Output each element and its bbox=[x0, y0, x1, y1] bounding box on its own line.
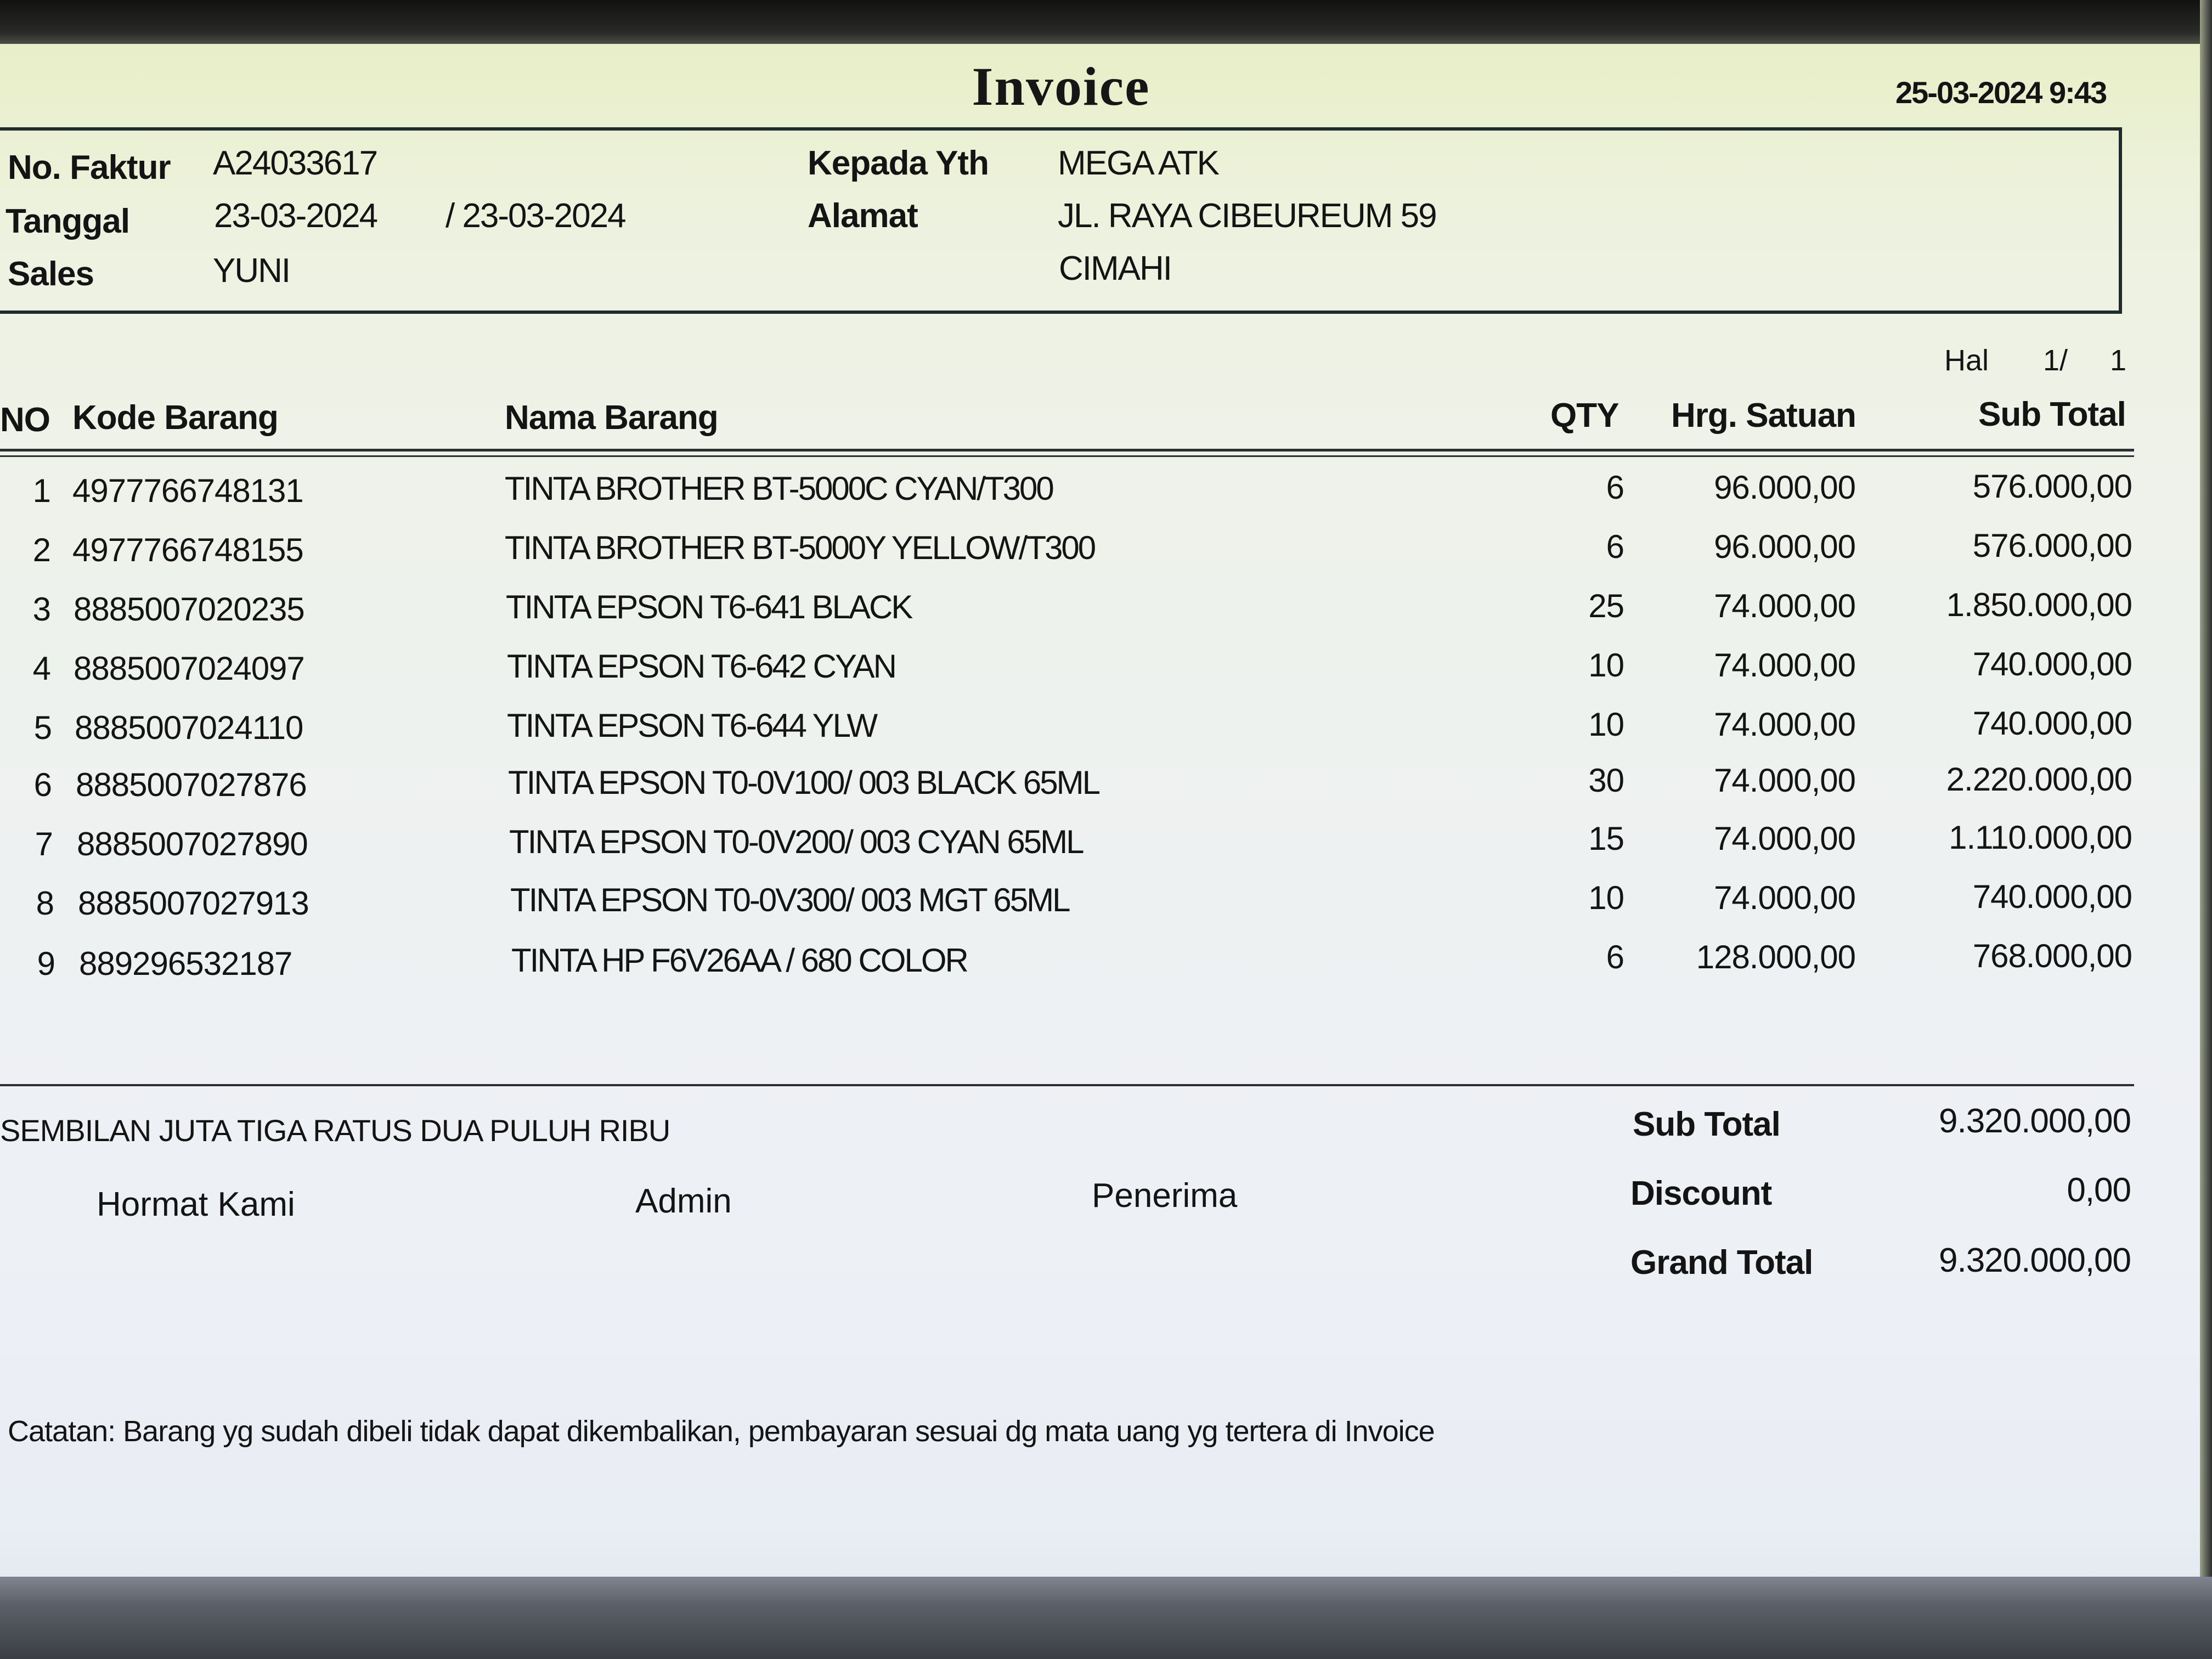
monitor-bezel-right bbox=[2200, 0, 2212, 1659]
row-nama: TINTA EPSON T6-644 YLW bbox=[507, 707, 877, 744]
row-no: 5 bbox=[33, 709, 52, 746]
row-kode: 4977766748155 bbox=[72, 532, 303, 568]
row-qty: 6 bbox=[1606, 939, 1624, 975]
row-nama: TINTA EPSON T6-641 BLACK bbox=[506, 589, 912, 625]
row-kode: 8885007024110 bbox=[75, 709, 303, 746]
row-harga: 96.000,00 bbox=[1714, 469, 1855, 506]
sales-value: YUNI bbox=[213, 252, 290, 290]
row-harga: 74.000,00 bbox=[1714, 820, 1855, 857]
sub-total-value: 9.320.000,00 bbox=[1938, 1102, 2131, 1140]
row-no: 1 bbox=[32, 472, 50, 509]
row-nama: TINTA EPSON T0-0V300/ 003 MGT 65ML bbox=[510, 882, 1069, 918]
row-harga: 74.000,00 bbox=[1714, 706, 1855, 743]
row-kode: 889296532187 bbox=[79, 945, 292, 982]
tanggal-due-value: / 23-03-2024 bbox=[445, 197, 625, 235]
row-kode: 8885007020235 bbox=[74, 591, 304, 628]
col-head-nama: Nama Barang bbox=[505, 399, 718, 437]
row-qty: 15 bbox=[1588, 820, 1624, 857]
sub-total-label: Sub Total bbox=[1633, 1105, 1780, 1143]
row-subtotal: 740.000,00 bbox=[1972, 646, 2132, 682]
signature-penerima: Penerima bbox=[1092, 1177, 1238, 1215]
page-current: 1/ bbox=[2043, 344, 2068, 377]
row-subtotal: 740.000,00 bbox=[1972, 878, 2132, 915]
col-head-kode: Kode Barang bbox=[72, 399, 278, 437]
row-kode: 8885007024097 bbox=[74, 650, 304, 687]
row-no: 4 bbox=[32, 650, 50, 687]
footer-rule bbox=[0, 1084, 2134, 1086]
row-subtotal: 740.000,00 bbox=[1972, 705, 2132, 742]
signature-admin: Admin bbox=[635, 1182, 732, 1220]
row-harga: 74.000,00 bbox=[1714, 879, 1855, 916]
row-qty: 6 bbox=[1606, 528, 1624, 565]
row-qty: 30 bbox=[1588, 762, 1624, 799]
row-subtotal: 1.110.000,00 bbox=[1949, 819, 2132, 856]
alamat-line1: JL. RAYA CIBEUREUM 59 bbox=[1058, 197, 1436, 235]
row-qty: 10 bbox=[1588, 706, 1624, 743]
row-no: 8 bbox=[36, 885, 54, 922]
row-harga: 74.000,00 bbox=[1714, 647, 1855, 684]
signature-hormat-kami: Hormat Kami bbox=[97, 1186, 295, 1223]
row-kode: 8885007027890 bbox=[77, 826, 308, 862]
row-harga: 96.000,00 bbox=[1714, 528, 1855, 565]
sales-label: Sales bbox=[8, 255, 94, 293]
alamat-line2: CIMAHI bbox=[1059, 250, 1171, 287]
invoice-note: Catatan: Barang yg sudah dibeli tidak dapat dikembalikan, pembayaran sesuai dg mata uang yg tertera di Invoice bbox=[8, 1415, 1435, 1448]
row-nama: TINTA BROTHER BT-5000Y YELLOW/T300 bbox=[505, 529, 1095, 566]
monitor-bezel-bottom bbox=[0, 1577, 2212, 1659]
row-qty: 25 bbox=[1588, 588, 1624, 624]
col-head-no: NO bbox=[0, 401, 50, 439]
row-nama: TINTA HP F6V26AA / 680 COLOR bbox=[511, 942, 967, 979]
row-nama: TINTA EPSON T0-0V200/ 003 CYAN 65ML bbox=[509, 823, 1083, 860]
page-label: Hal bbox=[1944, 344, 1989, 377]
alamat-label: Alamat bbox=[808, 197, 918, 235]
row-nama: TINTA EPSON T6-642 CYAN bbox=[507, 648, 895, 685]
col-head-qty: QTY bbox=[1550, 397, 1619, 435]
discount-value: 0,00 bbox=[2067, 1171, 2131, 1209]
grand-total-value: 9.320.000,00 bbox=[1938, 1242, 2131, 1279]
no-faktur-label: No. Faktur bbox=[8, 149, 171, 187]
row-kode: 8885007027913 bbox=[78, 885, 309, 922]
amount-in-words: SEMBILAN JUTA TIGA RATUS DUA PULUH RIBU bbox=[0, 1113, 670, 1148]
row-no: 9 bbox=[37, 945, 55, 982]
grand-total-label: Grand Total bbox=[1630, 1244, 1813, 1282]
row-nama: TINTA BROTHER BT-5000C CYAN/T300 bbox=[505, 470, 1053, 507]
row-no: 7 bbox=[35, 826, 53, 862]
invoice-title: Invoice bbox=[972, 56, 1150, 117]
row-no: 6 bbox=[33, 766, 52, 803]
row-qty: 10 bbox=[1588, 647, 1624, 684]
kepada-label: Kepada Yth bbox=[808, 144, 989, 182]
col-head-harga: Hrg. Satuan bbox=[1671, 397, 1856, 435]
row-subtotal: 576.000,00 bbox=[1972, 527, 2132, 564]
row-kode: 8885007027876 bbox=[76, 766, 307, 803]
row-no: 3 bbox=[32, 591, 50, 628]
page-total: 1 bbox=[2110, 344, 2127, 377]
monitor-bezel-top bbox=[0, 0, 2212, 44]
row-no: 2 bbox=[32, 532, 50, 568]
row-nama: TINTA EPSON T0-0V100/ 003 BLACK 65ML bbox=[508, 764, 1099, 801]
row-harga: 74.000,00 bbox=[1714, 762, 1855, 799]
row-subtotal: 768.000,00 bbox=[1972, 938, 2132, 974]
row-kode: 4977766748131 bbox=[72, 472, 303, 509]
tanggal-value: 23-03-2024 bbox=[214, 197, 377, 235]
col-head-subtotal: Sub Total bbox=[1978, 396, 2126, 433]
printed-datetime: 25-03-2024 9:43 bbox=[1895, 75, 2107, 110]
row-qty: 6 bbox=[1606, 469, 1624, 506]
row-subtotal: 1.850.000,00 bbox=[1946, 586, 2132, 623]
header-rule-top bbox=[0, 449, 2134, 452]
no-faktur-value: A24033617 bbox=[213, 144, 377, 182]
tanggal-label: Tanggal bbox=[5, 202, 130, 240]
row-harga: 74.000,00 bbox=[1714, 588, 1855, 624]
row-subtotal: 576.000,00 bbox=[1972, 468, 2132, 505]
row-qty: 10 bbox=[1588, 879, 1624, 916]
row-subtotal: 2.220.000,00 bbox=[1946, 761, 2132, 798]
kepada-value: MEGA ATK bbox=[1058, 144, 1218, 182]
header-rule-bottom bbox=[0, 455, 2134, 457]
discount-label: Discount bbox=[1630, 1175, 1772, 1212]
row-harga: 128.000,00 bbox=[1696, 939, 1855, 975]
